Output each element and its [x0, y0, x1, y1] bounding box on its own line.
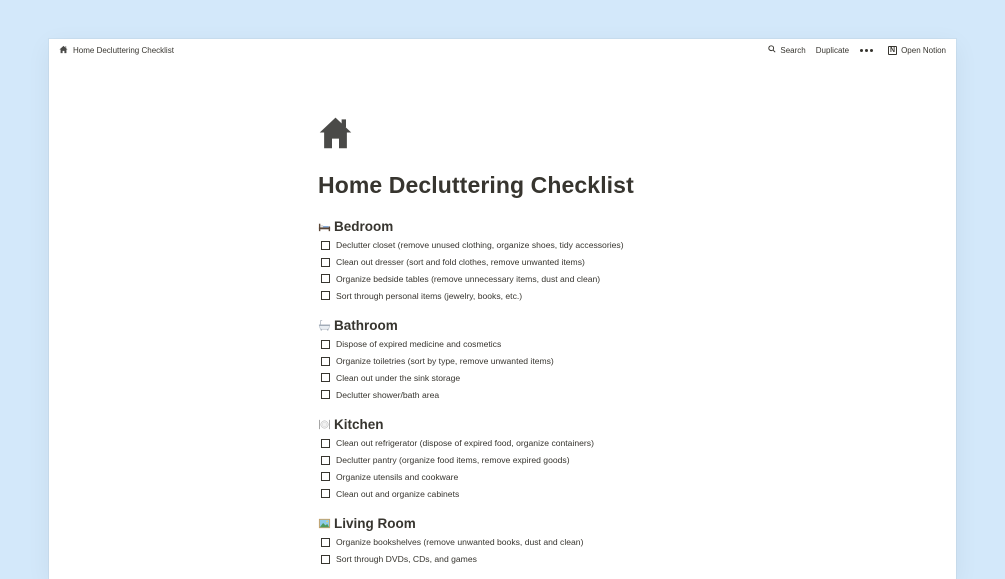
todo-text: Declutter pantry (organize food items, remove expired goods): [336, 455, 570, 466]
todo-item: [318, 254, 624, 271]
todo-text: Declutter shower/bath area: [336, 389, 440, 400]
todo-item: [318, 485, 594, 502]
checkbox[interactable]: [321, 340, 330, 349]
checkbox[interactable]: [321, 241, 330, 250]
checklist: [318, 336, 554, 403]
section-heading: [318, 218, 624, 234]
checkbox[interactable]: [321, 538, 330, 547]
todo-item: [318, 435, 594, 452]
section-heading: [318, 515, 583, 531]
todo-text: Clean out and organize cabinets: [336, 488, 460, 499]
section-heading: [318, 416, 594, 432]
section-bathroom: [318, 317, 554, 403]
fork-knife-plate-icon: [318, 418, 331, 431]
section-title: Bedroom: [334, 218, 394, 234]
todo-text: Dispose of expired medicine and cosmetics: [336, 339, 502, 350]
top-bar: [49, 39, 956, 62]
page-content: [318, 115, 738, 565]
topbar-actions: [767, 44, 947, 56]
framed-picture-icon: [318, 517, 331, 530]
search-button[interactable]: [767, 44, 806, 56]
checkbox[interactable]: [321, 258, 330, 267]
section-title: Bathroom: [334, 317, 398, 333]
search-icon: [768, 45, 776, 55]
checkbox[interactable]: [321, 555, 330, 564]
todo-text: Clean out refrigerator (dispose of expired food, organize containers): [336, 438, 594, 449]
search-label: Search: [780, 45, 806, 55]
duplicate-button[interactable]: [815, 45, 850, 56]
checkbox[interactable]: [321, 456, 330, 465]
checkbox[interactable]: [321, 357, 330, 366]
todo-item: [318, 452, 594, 469]
todo-text: Clean out dresser (sort and fold clothes, remove unwanted items): [336, 257, 585, 268]
section-title: Kitchen: [334, 416, 384, 432]
todo-item: [318, 353, 554, 370]
checkbox[interactable]: [321, 274, 330, 283]
checklist: [318, 534, 583, 568]
notion-page-window: [49, 39, 956, 579]
todo-item: [318, 386, 554, 403]
todo-text: Organize utensils and cookware: [336, 471, 459, 482]
duplicate-label: Duplicate: [815, 45, 850, 55]
checkbox[interactable]: [321, 439, 330, 448]
house-icon: [59, 45, 68, 56]
todo-item: [318, 469, 594, 486]
more-dots-icon[interactable]: [858, 49, 879, 52]
section-kitchen: [318, 416, 594, 502]
todo-item: [318, 237, 624, 254]
todo-text: Sort through personal items (jewelry, books, etc.): [336, 290, 523, 301]
bathtub-icon: [318, 319, 331, 332]
section-living-room: [318, 515, 583, 568]
open-notion-button[interactable]: [887, 45, 947, 56]
page-title: Home Decluttering Checklist: [318, 172, 634, 198]
notion-logo-icon: N: [890, 46, 896, 54]
checklist: [318, 237, 624, 304]
todo-text: Sort through DVDs, CDs, and games: [336, 554, 477, 565]
todo-item: [318, 336, 554, 353]
section-title: Living Room: [334, 515, 416, 531]
checkbox[interactable]: [321, 291, 330, 300]
checkbox[interactable]: [321, 472, 330, 481]
checklist: [318, 435, 594, 502]
house-icon: [318, 115, 353, 150]
todo-item: [318, 370, 554, 387]
breadcrumb[interactable]: [59, 45, 174, 56]
todo-text: Organize bedside tables (remove unnecessary items, dust and clean): [336, 273, 601, 284]
todo-item: [318, 534, 583, 551]
checkbox[interactable]: [321, 390, 330, 399]
checkbox[interactable]: [321, 489, 330, 498]
todo-item: [318, 551, 583, 568]
todo-text: Declutter closet (remove unused clothing, organize shoes, tidy accessories): [336, 240, 624, 251]
todo-text: Organize bookshelves (remove unwanted books, dust and clean): [336, 537, 584, 548]
todo-item: [318, 271, 624, 288]
breadcrumb-title: Home Decluttering Checklist: [73, 46, 174, 55]
section-heading: [318, 317, 554, 333]
todo-text: Organize toiletries (sort by type, remove unwanted items): [336, 356, 554, 367]
checkbox[interactable]: [321, 373, 330, 382]
todo-item: [318, 287, 624, 304]
bed-icon: [318, 220, 331, 233]
todo-text: Clean out under the sink storage: [336, 372, 461, 383]
section-bedroom: [318, 218, 624, 304]
open-notion-label: Open Notion: [901, 45, 946, 55]
